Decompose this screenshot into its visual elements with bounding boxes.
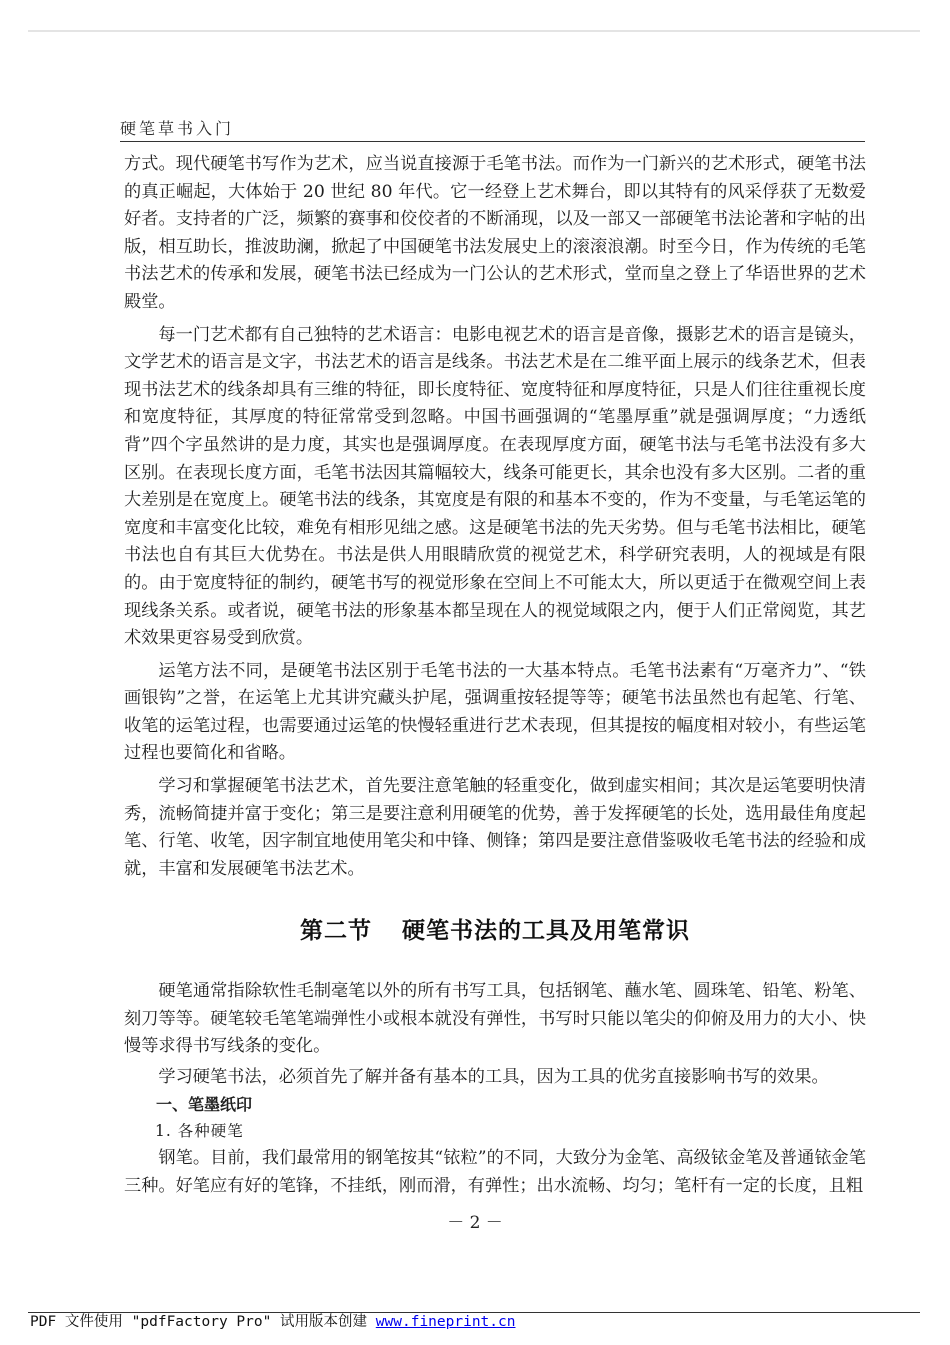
paragraph-1: 方式。现代硬笔书写作为艺术，应当说直接源于毛笔书法。而作为一门新兴的艺术形式，硬笔书法的真正崛起，大体始于 20 世纪 80 年代。它一经登上艺术舞台，即以其特有的风采俘获了无数爱好者。支持者的广泛，频繁的赛事和佼佼者的不断涌现，以及一部又一部硬笔书法论著和字帖的出版，相互助长，推波助澜，掀起了中国硬笔书法发展史上的滚滚浪潮。时至今日，作为传统的毛笔书法艺术的传承和发展，硬笔书法已经成为一门公认的艺术形式，堂而皇之登上了华语世界的艺术殿堂。 <box>124 154 866 312</box>
pdf-footer <box>30 1310 515 1331</box>
page-number: － 2 － <box>447 1213 503 1233</box>
section-heading <box>124 912 866 945</box>
body-text-lower <box>124 978 866 1201</box>
running-header: 硬笔草书入门 <box>120 119 235 138</box>
paragraph-6: 学习硬笔书法，必须首先了解并备有基本的工具，因为工具的优劣直接影响书写的效果。 <box>158 1066 829 1087</box>
footer-link[interactable]: www.fineprint.cn <box>375 1314 516 1330</box>
subheading-1: 一、笔墨纸印 <box>156 1095 253 1115</box>
paragraph-7: 钢笔。目前，我们最常用的钢笔按其“铱粒”的不同，大致分为金笔、高级铱金笔及普通铱金笔三种。好笔应有好的笔锋，不挂纸，刚而滑，有弹性；出水流畅、均匀；笔杆有一定的长度，且粗 <box>124 1148 866 1196</box>
subheading-2: 1. 各种硬笔 <box>155 1122 244 1141</box>
paragraph-5: 硬笔通常指除软性毛制毫笔以外的所有书写工具，包括钢笔、蘸水笔、圆珠笔、铅笔、粉笔、刻刀等等。硬笔较毛笔笔端弹性小或根本就没有弹性，书写时只能以笔尖的仰俯及用力的大小、快慢等求得书写线条的变化。 <box>124 981 866 1057</box>
header-rule <box>120 141 865 142</box>
footer-text: PDF 文件使用 "pdfFactory Pro" 试用版本创建 <box>30 1314 376 1330</box>
section-number: 第二节 <box>300 918 372 944</box>
scan-edge <box>28 30 920 32</box>
paragraph-3: 运笔方法不同，是硬笔书法区别于毛笔书法的一大基本特点。毛笔书法素有“万毫齐力”、“铁画银钩”之誉，在运笔上尤其讲究藏头护尾，强调重按轻提等等；硬笔书法虽然也有起笔、行笔、收笔的运笔过程，也需要通过运笔的快慢轻重进行艺术表现，但其提按的幅度相对较小，有些运笔过程也要简化和省略。 <box>124 660 866 764</box>
section-title: 硬笔书法的工具及用笔常识 <box>402 918 690 944</box>
paragraph-2: 每一门艺术都有自己独特的艺术语言：电影电视艺术的语言是音像，摄影艺术的语言是镜头，文学艺术的语言是文字，书法艺术的语言是线条。书法艺术是在二维平面上展示的线条艺术，但表现书法艺术的线条却具有三维的特征，即长度特征、宽度特征和厚度特征，只是人们往往重视长度和宽度特征，其厚度的特征常常受到忽略。中国书画强调的“笔墨厚重”就是强调厚度；“力透纸背”四个字虽然讲的是力度，其实也是强调厚度。在表现厚度方面，硬笔书法与毛笔书法没有多大区别。在表现长度方面，毛笔书法因其篇幅较大，线条可能更长，其余也没有多大区别。二者的重大差别是在宽度上。硬笔书法的线条，其宽度是有限的和基本不变的，作为不变量，与毛笔运笔的宽度和丰富变化比较，难免有相形见绌之感。这是硬笔书法的先天劣势。但与毛笔书法相比，硬笔书法也自有其巨大优势在。书法是供人用眼睛欣赏的视觉艺术，科学研究表明，人的视域是有限的。由于宽度特征的制约，硬笔书写的视觉形象在空间上不可能太大，所以更适于在微观空间上表现线条关系。或者说，硬笔书法的形象基本都呈现在人的视觉域限之内，便于人们正常阅览，其艺术效果更容易受到欣赏。 <box>124 324 866 649</box>
body-text-upper <box>124 151 866 883</box>
paragraph-4: 学习和掌握硬笔书法艺术，首先要注意笔触的轻重变化，做到虚实相间；其次是运笔要明快清秀，流畅简捷并富于变化；第三是要注意利用硬笔的优势，善于发挥硬笔的长处，选用最佳角度起笔、行笔、收笔，因字制宜地使用笔尖和中锋、侧锋；第四是要注意借鉴吸收毛笔书法的经验和成就，丰富和发展硬笔书法艺术。 <box>124 776 866 879</box>
